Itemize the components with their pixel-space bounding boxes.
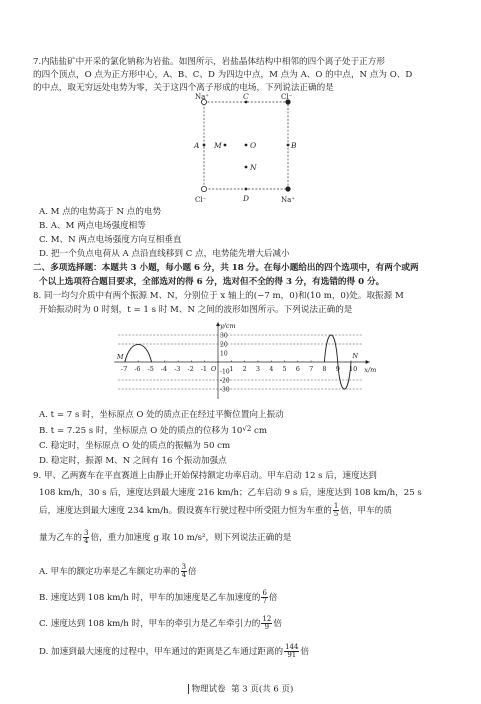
q7-stem-line3: 的中点，取无穷远处电势为零，关于这四个离子形成的电场，下列说法正确的是 — [33, 83, 334, 93]
y-tick-label: 10 — [220, 350, 228, 358]
origin-label: O — [211, 365, 217, 373]
label-o: O — [250, 141, 257, 150]
x-tick-label: -5 — [147, 365, 154, 373]
page-footer — [0, 684, 481, 695]
label-m: M — [214, 141, 222, 150]
x-tick-label: 8 — [322, 365, 327, 373]
q7-option-d: D. 把一个负点电荷从 A 点沿直线移到 C 点，电势能先增大后减小 — [39, 249, 290, 259]
q7-option-c: C. M、N 两点电场强度方向互相垂直 — [39, 235, 182, 245]
x-tick-label: -3 — [174, 365, 181, 373]
section2-heading-line2: 个以上选项符合题目要求，全部选对的得 6 分，选对但不全的得 3 分，有选错的得 0 分。 — [39, 277, 385, 287]
q9-stem-line2: 108 km/h，30 s 后，速度达到最大速度 216 km/h；乙车启动 9 s 后，速度达到 108 km/h，25 s — [39, 488, 422, 498]
q8-option-d: D. 稳定时，振源 M、N 之间有 16 个振动加强点 — [39, 456, 227, 466]
q7-option-b: B. A、M 两点电场强度相等 — [39, 221, 146, 231]
q7-square-figure — [190, 92, 310, 208]
footer-page: 第 3 页(共 6 页) — [231, 684, 294, 695]
point-m — [224, 144, 227, 147]
label-n: N — [250, 163, 257, 172]
point-o — [245, 144, 248, 147]
y-tick-label: -30 — [220, 386, 230, 394]
na-label-bottom: Na⁺ — [281, 196, 295, 204]
q8-stem-line1: 8. 同一均匀介质中有两个振源 M、N，分别位于 x 轴上的(−7 m，0)和(10 m，0)处。取振源 M — [33, 291, 404, 301]
q9-stem-line4: 量为乙车的 $\frac{3}{4}$ 倍，重力加速度 g 取 10 m/s²，则下列说法正确的是 — [39, 529, 292, 545]
x-tick-label: 9 — [335, 365, 340, 373]
sqrt-two: √2 — [242, 425, 252, 433]
cl-label-top: Cl⁻ — [281, 93, 293, 101]
point-b — [287, 144, 290, 147]
cl-ion-bottom-left — [201, 186, 206, 191]
fraction-one-fifth: $\frac{1}{5}$ — [333, 502, 339, 518]
cl-label-bottom: Cl⁻ — [195, 196, 207, 204]
x-tick-label: 7 — [309, 365, 314, 373]
q8-option-b: B. t = 7.25 s 时，坐标原点 O 处的质点的位移为 $10^{√2}$ cm — [39, 425, 268, 436]
na-ion-bottom-right — [285, 186, 290, 191]
x-tick-label: 5 — [282, 365, 287, 373]
x-tick-label: -4 — [160, 365, 168, 373]
x-axis-arrow — [366, 360, 370, 364]
y-tick-label: -20 — [220, 377, 230, 385]
section2-heading-line1: 二、多项选择题：本题共 3 小题，每小题 6 分，共 18 分。在每小题给出的四个选项中，有两个或两 — [33, 263, 419, 273]
x-tick-label: -6 — [134, 365, 141, 373]
y-tick-label: -10 — [220, 368, 230, 376]
x-tick-label: -7 — [120, 365, 128, 373]
fraction-three-quarters: $\frac{3}{4}$ — [83, 529, 89, 545]
q8-wave-figure — [110, 318, 380, 400]
y-tick-label: 30 — [220, 332, 228, 340]
label-d: D — [243, 194, 250, 203]
x-tick-label: 10 — [349, 365, 358, 373]
q7-stem-line2: 的四个顶点，O 点为正方形中心，A、B、C、D 为四边中点，M 点为 A、O 的中点，N 点为 O、D — [33, 70, 413, 80]
label-a: A — [194, 141, 200, 150]
y-axis-label: y/cm — [220, 322, 236, 330]
x-tick-label: 4 — [269, 365, 274, 373]
q9-option-d: D. 加速到最大速度的过程中，甲车通过的距离是乙车通过距离的 $\frac{144}{91}$ 倍 — [39, 643, 310, 659]
q7-stem-line1: 7.内陆盐矿中开采的氯化钠称为岩盐。如图所示，岩盐晶体结构中相邻的四个离子处于正方形 — [33, 57, 385, 67]
point-d — [245, 188, 248, 191]
q9-option-c: C. 速度达到 108 km/h 时，甲车的牵引力是乙车牵引力的 $\frac{12}{9}$ 倍 — [39, 615, 282, 631]
q9-option-a: A. 甲车的额定功率是乙车额定功率的 $\frac{3}{4}$ 倍 — [39, 563, 197, 579]
q8-option-a: A. t = 7 s 时，坐标原点 O 处的质点正在经过平衡位置向上振动 — [39, 410, 284, 420]
source-m-label: M — [116, 353, 124, 361]
q7-option-a: A. M 点的电势高于 N 点的电势 — [39, 207, 162, 217]
point-c — [245, 101, 248, 104]
label-b: B — [291, 141, 297, 150]
point-n — [245, 166, 248, 169]
x-tick-label: 1 — [229, 365, 234, 373]
q9-option-b: B. 速度达到 108 km/h 时，甲车的加速度是乙车加速度的 $\frac{6}{7}$ 倍 — [39, 589, 278, 605]
q8-option-c: C. 稳定时，坐标原点 O 处的质点的振幅为 50 cm — [39, 441, 231, 451]
na-label-top: Na⁺ — [195, 93, 209, 101]
q9-stem-line1: 9. 甲、乙两赛车在平直赛道上由静止开始保持额定功率启动。甲车启动 12 s 后，速度达到 — [33, 471, 377, 481]
y-tick-label: 20 — [220, 341, 228, 349]
x-tick-label: 6 — [295, 365, 300, 373]
x-tick-label: 2 — [242, 365, 247, 373]
label-c: C — [243, 92, 249, 101]
point-a — [203, 144, 206, 147]
x-tick-label: -1 — [200, 365, 208, 373]
wave-from-m — [125, 344, 152, 362]
x-tick-label: -2 — [187, 365, 194, 373]
footer-subject: 物理试卷 — [191, 684, 226, 695]
source-n-label: N — [352, 352, 359, 360]
x-tick-label: 3 — [255, 365, 261, 373]
x-axis-label: x/m — [364, 366, 377, 374]
q9-stem-line3: 后，速度达到最大速度 234 km/h。假设赛车行驶过程中所受阻力恒为车重的 $\frac{1}{5}$ 倍，甲车的质 — [39, 502, 392, 518]
q8-stem-line2: 开始振动时为 0 时刻，t = 1 s 时 M、N 之间的波形如图所示。下列说法正确的是 — [39, 305, 353, 315]
